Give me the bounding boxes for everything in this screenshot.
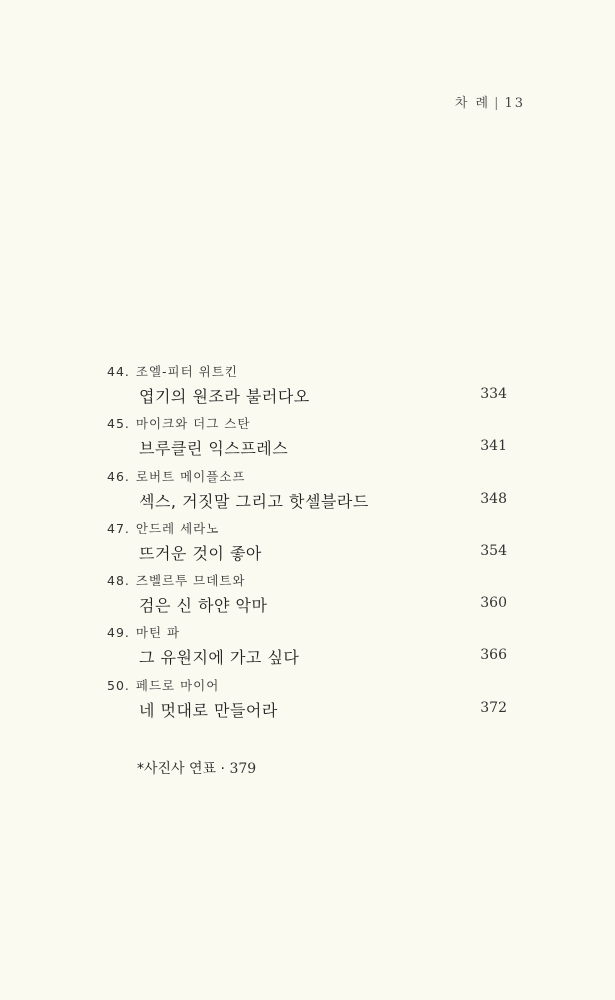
toc-author-name: 조엘-피터 위트킨 [135,364,238,379]
toc-author-name: 마이크와 더그 스탄 [135,416,251,432]
toc-author-name: 로버트 메이플소프 [135,468,246,484]
toc-title: 브루클린 익스프레스 [139,439,289,459]
toc-number: 48. [107,573,130,589]
toc-number: 46. [107,468,130,484]
toc-entry-47 [107,519,507,571]
toc-author [107,467,245,485]
appendix-page: 379 [229,761,257,777]
toc-number: 44. [107,364,130,379]
toc-title: 뜨거운 것이 좋아 [139,543,262,563]
appendix-entry [137,758,256,778]
header-section-title: 차 례 [454,96,491,111]
appendix-separator: · [220,761,225,777]
table-of-contents [107,362,507,728]
toc-entry-45 [107,414,507,466]
toc-page: 334 [480,386,507,402]
toc-author-name: 페드로 마이어 [135,677,220,693]
toc-author-name: 즈벨르투 므데트와 [135,573,246,589]
toc-title: 그 유원지에 가고 싶다 [139,648,300,668]
toc-author [107,362,238,380]
toc-author [107,676,219,694]
toc-author [107,571,245,589]
header-separator: | [494,96,501,111]
toc-number: 45. [107,416,130,432]
toc-page: 354 [480,542,507,559]
toc-title: 검은 신 하얀 악마 [139,596,268,616]
toc-author [107,519,219,537]
toc-title: 엽기의 원조라 불러다오 [139,387,310,406]
toc-entry-50 [107,676,507,728]
toc-entry-44 [107,362,507,414]
toc-number: 47. [107,520,130,536]
toc-entry-49 [107,623,507,675]
toc-page: 372 [480,699,507,716]
toc-page: 366 [480,647,507,664]
toc-page: 348 [480,490,507,507]
appendix-label: *사진사 연표 [137,761,217,777]
header-page-number: 13 [504,96,525,111]
toc-number: 50. [107,677,130,693]
toc-number: 49. [107,625,130,641]
toc-page: 360 [480,595,507,612]
toc-author [107,414,250,432]
toc-title: 네 멋대로 만들어라 [139,700,278,720]
toc-author-name: 안드레 세라노 [135,520,220,536]
toc-entry-48 [107,571,507,623]
toc-author-name: 마틴 파 [135,625,181,641]
running-header [455,92,525,111]
toc-entry-46 [107,467,507,519]
toc-page: 341 [480,438,507,455]
toc-title: 섹스, 거짓말 그리고 핫셀블라드 [139,491,369,511]
toc-author [107,623,180,641]
